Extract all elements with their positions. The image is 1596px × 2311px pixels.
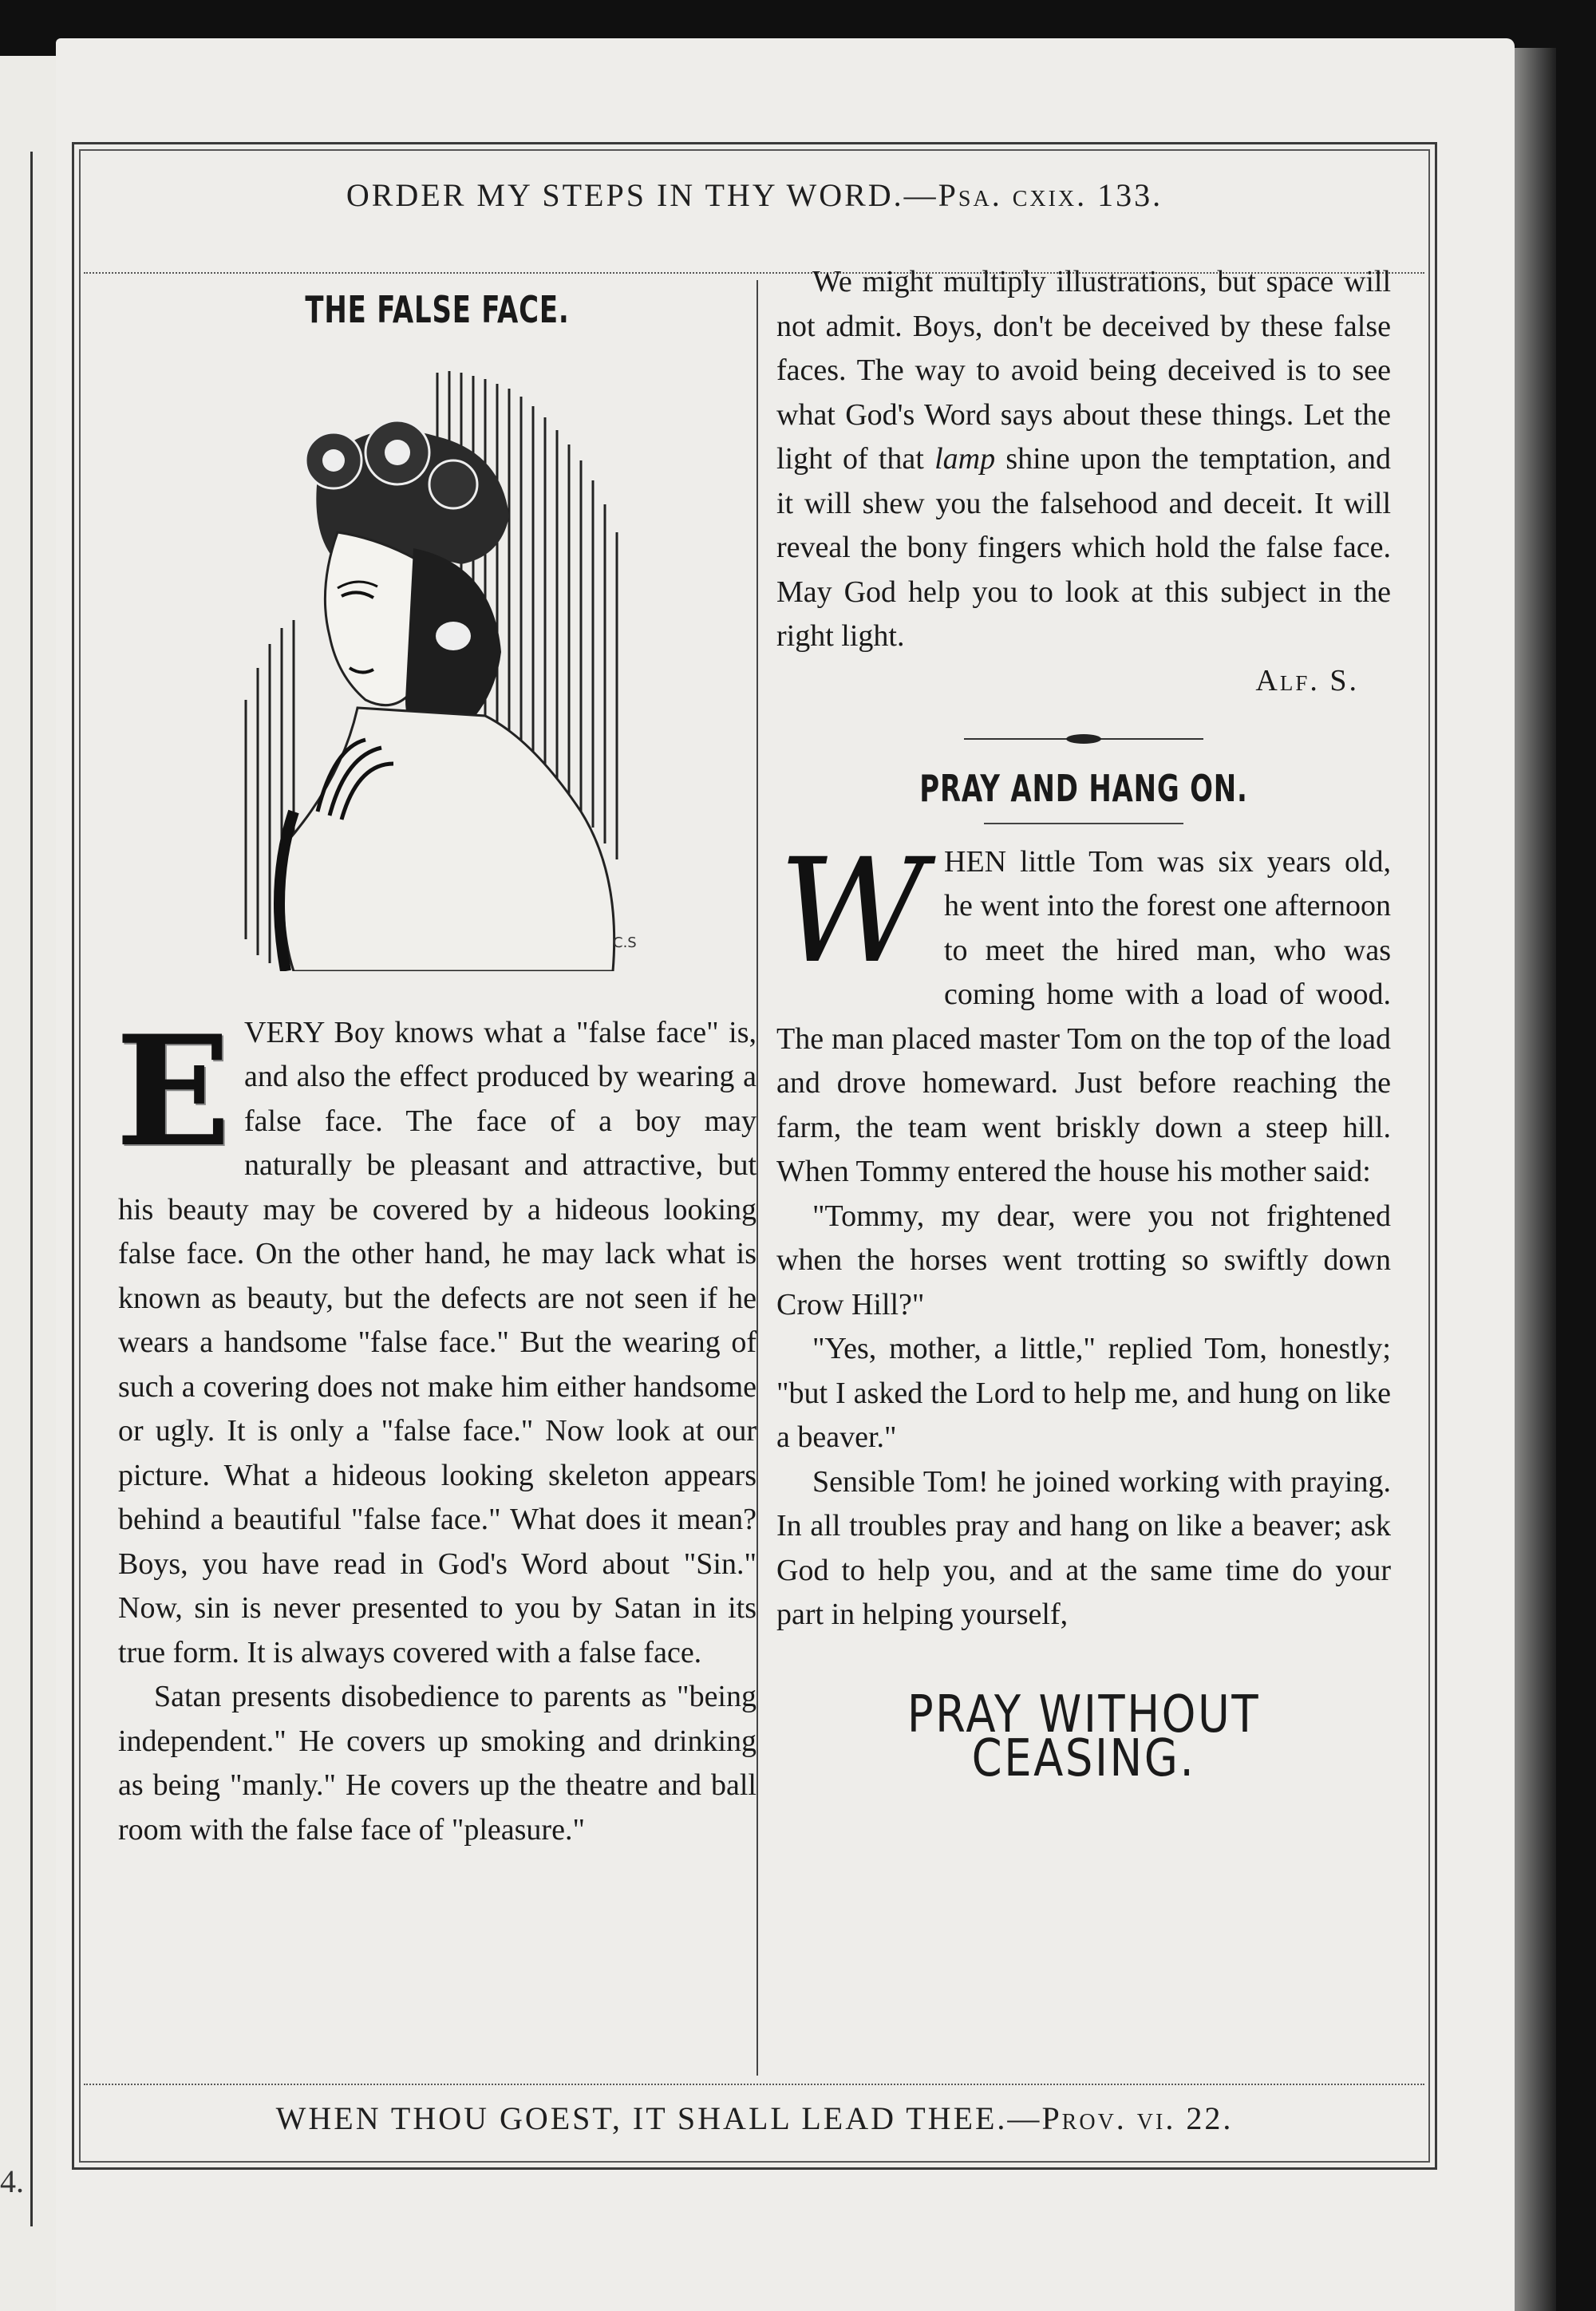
section-separator-ornament xyxy=(964,727,1203,751)
dropcap-e: E xyxy=(115,1001,231,1180)
header-text: ORDER MY STEPS IN THY WORD.— xyxy=(346,177,938,213)
left-page-mark: 4. xyxy=(0,2163,24,2199)
closing-motto: PRAY WITHOUT CEASING. xyxy=(907,1685,1261,1788)
left-page-border xyxy=(30,152,33,2226)
left-column xyxy=(115,288,757,1852)
article1-paragraph-3 xyxy=(776,260,1391,659)
title-underline xyxy=(984,823,1183,824)
article-title-false-face: THE FALSE FACE. xyxy=(305,288,570,331)
article2-paragraph-4: Sensible Tom! he joined working with praying. In all troubles pray and hang on like a beaver; ask God to help you, and at the same time do your part in helping yourself, xyxy=(776,1464,1391,1631)
article1-p3-text-b: shine upon the temptation, and it will shew you the falsehood and deceit. It will reveal the bony fingers which hold the false face. May God help you to look at this subject in the right light. xyxy=(776,442,1391,653)
article1-p1-text: VERY Boy knows what a "false face" is, and also the effect produced by wearing a false face. The face of a boy may naturally be pleasant and attractive, but his beauty may be covered by a hideous looking false face. On the other hand, he may lack what is known as beauty, but the defects are not seen if he wears a handsome "false face." But the wearing of such a covering does not make him either handsome or ugly. It is only a "false face." Now look at our picture. What a hideous looking skeleton appears behind a beautiful "false face." What does it mean? Boys, you have read in God's Word about "Sin." Now, sin is never presented to you by Satan in its true form. It is always covered with a false face. xyxy=(118,1015,757,1669)
article1-paragraph-1 xyxy=(115,1001,757,1676)
header-ref: Psa. cxix. 133. xyxy=(938,177,1163,213)
magazine-page xyxy=(56,38,1515,2311)
footer-text: WHEN THOU GOEST, IT SHALL LEAD THEE.— xyxy=(275,2100,1042,2136)
illustration-initials: C.S xyxy=(613,934,637,951)
left-page-fragment xyxy=(0,56,56,2311)
article2-paragraph-3: "Yes, mother, a little," replied Tom, honestly; "but I asked the Lord to help me, and hung on like a beaver." xyxy=(776,1332,1391,1454)
article-title-pray-hang-on: PRAY AND HANG ON. xyxy=(919,767,1248,810)
page-frame xyxy=(72,142,1437,2170)
page-edge-shadow xyxy=(1508,48,1556,2311)
column-divider xyxy=(757,280,758,2076)
article2-p1-text: HEN little Tom was six years old, he went into the forest one afternoon to meet the hired man, who was coming home with a load of wood. The man placed master Tom on the top of the load and drove homeward. Just before reaching the farm, the team went briskly down a steep hill. When Tommy entered the house his mother said: xyxy=(776,844,1391,1188)
footer-ref: Prov. vi. 22. xyxy=(1041,2100,1234,2136)
lamp-word: lamp xyxy=(934,442,996,476)
page-footer xyxy=(74,2100,1435,2137)
article1-signature: Alf. S. xyxy=(1255,663,1359,697)
article1-p3-text-a: We might multiply illustrations, but space will not admit. Boys, don't be deceived by these false faces. The way to avoid being deceived is to see what God's Word says about these things. Let the light of that xyxy=(776,265,1391,476)
right-column xyxy=(776,260,1391,1788)
page-header xyxy=(74,176,1435,214)
article1-paragraph-2: Satan presents disobedience to parents as "being independent." He covers up smoking and drinking as being "manly." He covers up the theatre and ball room with the false face of "pleasure." xyxy=(118,1680,757,1847)
article2-paragraph-1 xyxy=(776,828,1391,1195)
dropcap-w: W xyxy=(778,828,926,995)
false-face-illustration xyxy=(198,365,677,971)
footer-rule xyxy=(84,2084,1424,2092)
article2-paragraph-2: "Tommy, my dear, were you not frightened when the horses went trotting so swiftly down Crow Hill?" xyxy=(776,1199,1391,1321)
